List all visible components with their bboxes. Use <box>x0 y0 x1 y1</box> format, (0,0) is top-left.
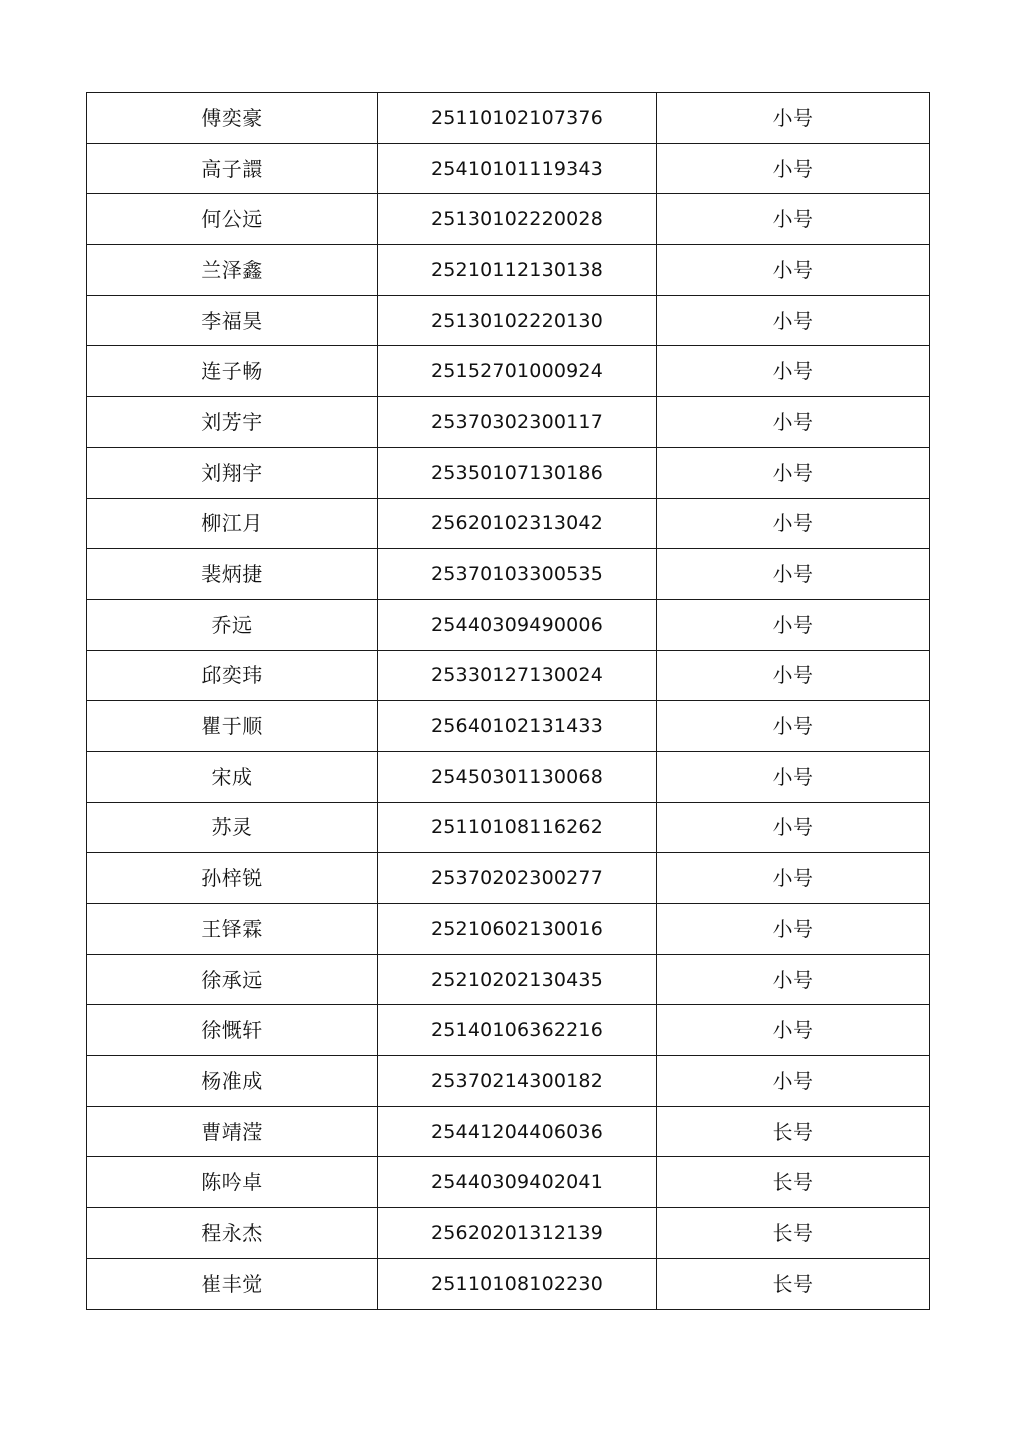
id-cell: 25450301130068 <box>378 751 657 802</box>
name-cell: 陈吟卓 <box>87 1157 378 1208</box>
id-cell: 25370202300277 <box>378 853 657 904</box>
id-cell: 25350107130186 <box>378 447 657 498</box>
name-cell: 孙梓锐 <box>87 853 378 904</box>
id-cell: 25640102131433 <box>378 701 657 752</box>
name-cell: 刘翔宇 <box>87 447 378 498</box>
table-row <box>87 650 930 701</box>
group-cell: 小号 <box>657 701 930 752</box>
id-cell: 25441204406036 <box>378 1106 657 1157</box>
name-cell: 傅奕豪 <box>87 93 378 144</box>
id-cell: 25210602130016 <box>378 904 657 955</box>
group-cell: 小号 <box>657 751 930 802</box>
name-cell: 曹靖滢 <box>87 1106 378 1157</box>
group-cell: 小号 <box>657 599 930 650</box>
group-cell: 小号 <box>657 1005 930 1056</box>
table-row <box>87 1005 930 1056</box>
name-cell: 徐慨轩 <box>87 1005 378 1056</box>
name-cell: 宋成 <box>87 751 378 802</box>
name-cell: 徐承远 <box>87 954 378 1005</box>
name-cell: 杨准成 <box>87 1056 378 1107</box>
name-cell: 连子畅 <box>87 346 378 397</box>
table-row <box>87 853 930 904</box>
id-cell: 25130102220130 <box>378 295 657 346</box>
name-cell: 刘芳宇 <box>87 397 378 448</box>
group-cell: 小号 <box>657 245 930 296</box>
table-row <box>87 751 930 802</box>
group-cell: 小号 <box>657 853 930 904</box>
name-cell: 李福昊 <box>87 295 378 346</box>
group-cell: 小号 <box>657 447 930 498</box>
table-row <box>87 194 930 245</box>
group-cell: 小号 <box>657 802 930 853</box>
id-cell: 25152701000924 <box>378 346 657 397</box>
table-row <box>87 954 930 1005</box>
id-cell: 25620102313042 <box>378 498 657 549</box>
table-row <box>87 93 930 144</box>
table-row <box>87 498 930 549</box>
table-row <box>87 1208 930 1259</box>
group-cell: 小号 <box>657 397 930 448</box>
name-cell: 苏灵 <box>87 802 378 853</box>
name-cell: 高子譞 <box>87 143 378 194</box>
table-row <box>87 397 930 448</box>
table-row <box>87 1056 930 1107</box>
name-cell: 王铎霖 <box>87 904 378 955</box>
group-cell: 小号 <box>657 143 930 194</box>
group-cell: 小号 <box>657 295 930 346</box>
id-cell: 25210112130138 <box>378 245 657 296</box>
id-cell: 25440309490006 <box>378 599 657 650</box>
roster-table <box>86 92 930 1310</box>
group-cell: 小号 <box>657 904 930 955</box>
name-cell: 程永杰 <box>87 1208 378 1259</box>
table-row <box>87 1157 930 1208</box>
name-cell: 兰泽鑫 <box>87 245 378 296</box>
name-cell: 柳江月 <box>87 498 378 549</box>
group-cell: 长号 <box>657 1157 930 1208</box>
id-cell: 25210202130435 <box>378 954 657 1005</box>
group-cell: 小号 <box>657 498 930 549</box>
id-cell: 25330127130024 <box>378 650 657 701</box>
id-cell: 25370103300535 <box>378 549 657 600</box>
table-row <box>87 143 930 194</box>
id-cell: 25140106362216 <box>378 1005 657 1056</box>
roster-sheet <box>86 92 929 1310</box>
table-row <box>87 549 930 600</box>
name-cell: 裴炳捷 <box>87 549 378 600</box>
id-cell: 25370302300117 <box>378 397 657 448</box>
group-cell: 小号 <box>657 346 930 397</box>
name-cell: 崔丰觉 <box>87 1258 378 1309</box>
group-cell: 长号 <box>657 1208 930 1259</box>
group-cell: 小号 <box>657 1056 930 1107</box>
id-cell: 25110108102230 <box>378 1258 657 1309</box>
id-cell: 25410101119343 <box>378 143 657 194</box>
table-row <box>87 599 930 650</box>
group-cell: 小号 <box>657 194 930 245</box>
group-cell: 小号 <box>657 93 930 144</box>
table-row <box>87 701 930 752</box>
table-row <box>87 1258 930 1309</box>
group-cell: 小号 <box>657 549 930 600</box>
id-cell: 25440309402041 <box>378 1157 657 1208</box>
group-cell: 小号 <box>657 650 930 701</box>
name-cell: 邱奕玮 <box>87 650 378 701</box>
name-cell: 瞿于顺 <box>87 701 378 752</box>
id-cell: 25110108116262 <box>378 802 657 853</box>
table-row <box>87 1106 930 1157</box>
id-cell: 25620201312139 <box>378 1208 657 1259</box>
table-row <box>87 447 930 498</box>
table-row <box>87 346 930 397</box>
group-cell: 小号 <box>657 954 930 1005</box>
group-cell: 长号 <box>657 1106 930 1157</box>
table-row <box>87 904 930 955</box>
roster-table-body <box>87 93 930 1310</box>
table-row <box>87 295 930 346</box>
table-row <box>87 245 930 296</box>
name-cell: 乔远 <box>87 599 378 650</box>
table-row <box>87 802 930 853</box>
name-cell: 何公远 <box>87 194 378 245</box>
id-cell: 25370214300182 <box>378 1056 657 1107</box>
id-cell: 25130102220028 <box>378 194 657 245</box>
group-cell: 长号 <box>657 1258 930 1309</box>
id-cell: 25110102107376 <box>378 93 657 144</box>
